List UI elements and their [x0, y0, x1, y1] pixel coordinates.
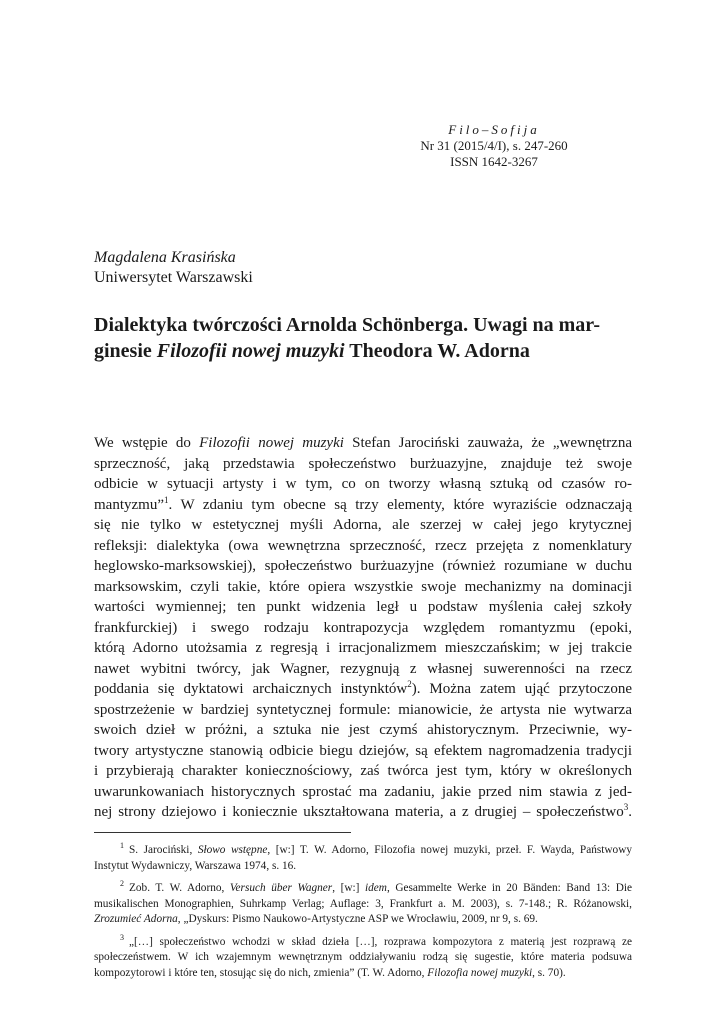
body-line: wartości wymiennej; ten punkt widzenia legł u podstaw myślenia całej szkoły	[94, 599, 632, 615]
body-line: refleksji: dialektyka (owa wewnętrzna sprzeczność, rzecz przejęta z nomenklatury	[94, 537, 632, 554]
author-name: Magdalena Krasińska	[94, 249, 236, 266]
body-line: mantyzmu”$^1$. W zdaniu tym obecne są trzy elementy, które wyraziście odznaczają	[94, 494, 632, 513]
footnote-number: 1	[120, 841, 124, 851]
footnote-ref-1: 1	[163, 494, 169, 505]
footnote-2: $^2$ Zob. T. W. Adorno, Versuch über Wagner, [w:] idem, Gesammelte Werke in 20 Bänden: Band 13: Die musikalischen Monographien, Suhrkamp Verlag; Auflage: 3, Frankfurt a. M. 2003), s. 7-148.; R. Różanowski, Zrozumieć Adorna, „Dyskurs: Pismo Naukowo-Artystyczne ASP we Wrocławiu, 2009, nr 9, s. 69.	[94, 879, 633, 925]
author-block	[94, 248, 253, 288]
footnotes	[94, 843, 632, 988]
journal-header	[394, 122, 594, 170]
footnote-3: $^3$ „[…] społeczeństwo wchodzi w skład dzieła […], rozprawa kompozytora z materią jest rozprawą ze społeczeństwem. W ich wzajemnym wewnętrznym oddziaływaniu rodzą się sugestie, które materia podsuwa kompozytorowi i które ten, stosując się do nich, zmienia” (T. W. Adorno, Filozofia nowej muzyki, s. 70).	[94, 932, 632, 979]
journal-issn: ISSN 1642-3267	[450, 154, 538, 169]
body-line: poddania się dyktatowi archaicznych instynktów$^2$). Można zatem ująć przytoczone	[94, 679, 632, 697]
footnote-1: $^1$ S. Jarociński, Słowo wstępne, [w:] T. W. Adorno, Filozofia nowej muzyki, przeł. F. Wayda, Państwowy Instytut Wydawniczy, Warszawa 1974, s. 16.	[94, 841, 632, 872]
title-part2-italic: Filozofii nowej muzyki	[156, 340, 345, 362]
body-line: odbicie w sytuacji artysty i w tym, co on tworzy własną sztuką od czasów ro-	[94, 476, 632, 492]
title-part2-suffix: Theodora W. Adorna	[344, 340, 530, 362]
body-line: spostrzeżenie w bardziej syntetycznej formule: mianowicie, że artysta nie wytwarza	[94, 701, 632, 718]
journal-name: Filo–Sofija	[448, 122, 540, 137]
body-line: We wstępie do Filozofii nowej muzyki Stefan Jarociński zauważa, że „wewnętrzna	[94, 435, 632, 451]
body-line: się nie tylko w estetycznej myśli Adorna, ale szerzej w całej jego krytycznej	[94, 517, 632, 533]
author-affiliation: Uniwersytet Warszawski	[94, 269, 253, 286]
body-line: sprzeczność, jaką przedstawia społeczeństwo burżuazyjne, znajduje też swoje	[94, 455, 632, 472]
footnote-ref-2: 2	[407, 679, 412, 689]
body-line: twory artystyczne stanowią odbicie biegu dziejów, są efektem nagromadzenia tradycji	[94, 742, 632, 759]
body-line: którą Adorno utożsamia z regresją i irracjonalizmem mieszczańskim; w jej trakcie	[94, 640, 632, 656]
body-line: frankfurckiej) i swego rodzaju kontrapozycja względem romantyzmu (epoki,	[94, 619, 632, 636]
body-line: uwarunkowaniach historycznych sprostać ma zadaniu, jakie przed nim stawia z jed-	[94, 783, 632, 800]
body-line: nej strony dziejowo i koniecznie ukształtowana materia, a z drugiej – społeczeństwo$^3$.	[94, 802, 632, 820]
body-line: marksowskim, czyli takie, które opiera wszystkie swoje mechanizmy na dominacji	[94, 578, 632, 595]
footnote-number: 3	[120, 932, 124, 942]
journal-issue: Nr 31 (2015/4/I), s. 247-260	[420, 138, 568, 153]
article-title	[94, 312, 632, 364]
body-line: swoich dzieł w próżni, a sztuka nie jest czymś ahistorycznym. Przeciwnie, wy-	[94, 722, 632, 738]
title-part2-prefix: ginesie	[94, 340, 157, 362]
footnote-ref-3: 3	[623, 802, 629, 812]
body-line: nawet wybitni twórcy, jak Wagner, rezygnują z własnej suwerenności na rzecz	[94, 660, 632, 677]
body-line: i przybierają charakter koniecznościowy, zaś twórca jest tym, który w określonych	[94, 763, 632, 779]
footnote-divider	[94, 832, 351, 833]
title-part1: Dialektyka twórczości Arnolda Schönberga. Uwagi na mar-	[94, 314, 601, 336]
footnote-number: 2	[120, 879, 124, 889]
body-paragraph	[94, 433, 632, 823]
body-line: heglowsko-marksowskiej), społeczeństwo burżuazyjne (również rozumiane w duchu	[94, 558, 632, 574]
